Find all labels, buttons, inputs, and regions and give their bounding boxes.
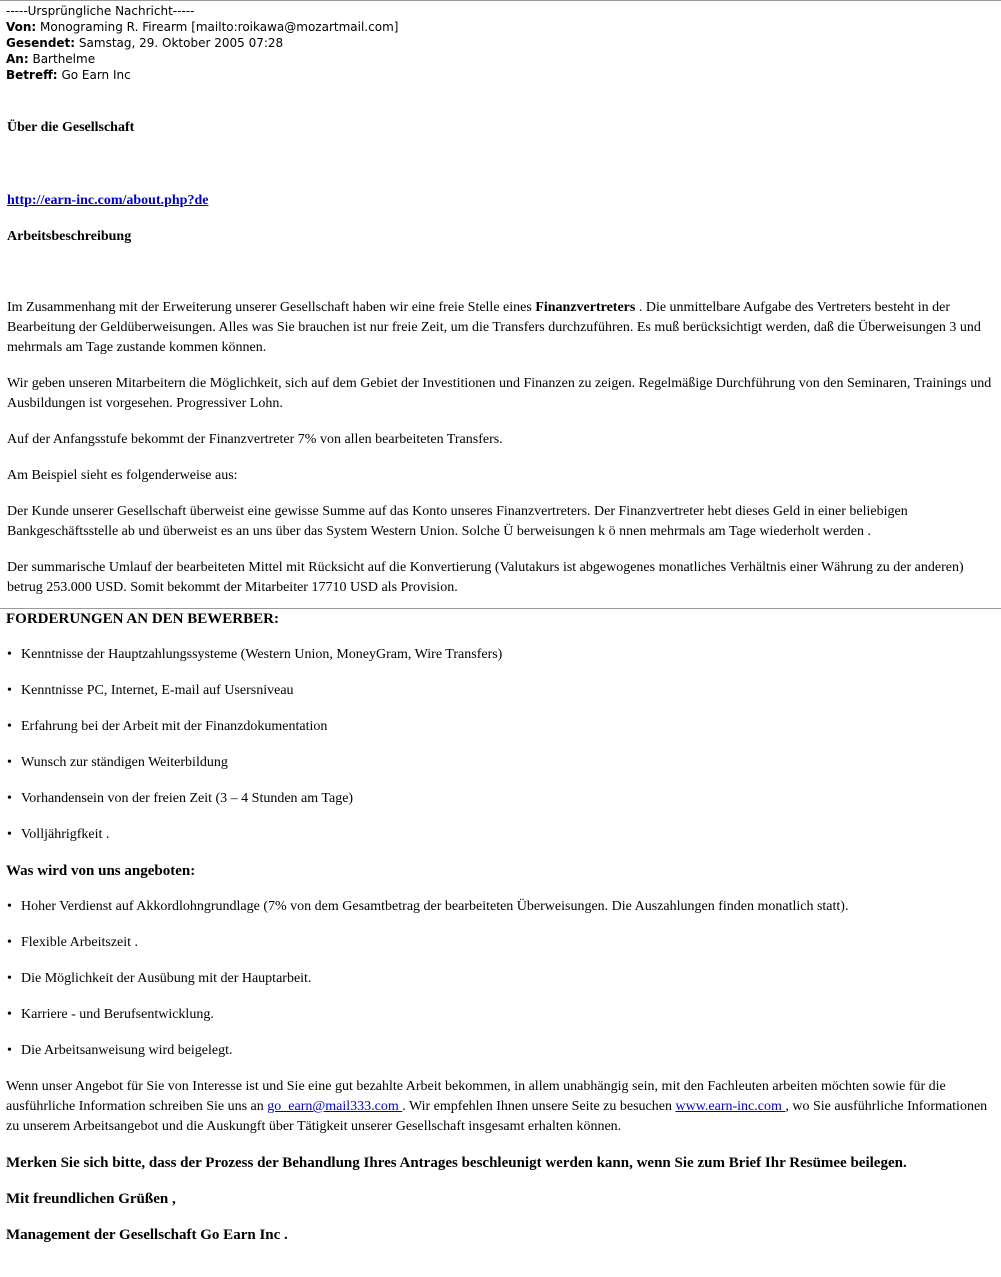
bullet-icon: • — [7, 935, 12, 950]
bullet-icon: • — [7, 683, 12, 698]
offer-text: Karriere - und Berufsentwicklung. — [21, 1007, 214, 1022]
paragraph-example: Der Kunde unserer Gesellschaft überweist eine gewisse Summe auf das Konto unseres Finanzvertreters. Der Finanzvertreter hebt dieses Geld in einer beliebigen Bankgeschäftsstelle ab und überweist es an uns über das System Western Union. Solche Ü berweisungen k ö nnen mehrmals am Tage wiederholt werden . — [7, 504, 908, 539]
requirement-item — [7, 645, 992, 665]
paragraph-text: Im Zusammenhang mit der Erweiterung unserer Gesellschaft haben wir eine freie Stelle eines — [7, 300, 536, 315]
paragraph-opportunities: Wir geben unseren Mitarbeitern die Möglichkeit, sich auf dem Gebiet der Investitionen und Finanzen zu zeigen. Regelmäßige Durchführung von den Seminaren, Trainings und Ausbildungen ist vorgesehen. Progressiver Lohn. — [7, 376, 992, 411]
requirement-item — [7, 753, 992, 773]
bullet-icon: • — [7, 719, 12, 734]
to-value: Barthelme — [32, 52, 96, 66]
bullet-icon: • — [7, 791, 12, 806]
resume-note: Merken Sie sich bitte, dass der Prozess der Behandlung Ihres Antrages beschleunigt werden kann, wenn Sie zum Brief Ihr Resümee beilegen. — [6, 1155, 907, 1171]
bullet-icon: • — [7, 971, 12, 986]
requirement-item — [7, 825, 992, 845]
header-top-divider — [0, 0, 1001, 1]
offer-text: Flexible Arbeitszeit . — [21, 935, 139, 950]
position-title: Finanzvertreters — [535, 300, 636, 315]
offer-item — [7, 933, 992, 953]
to-line — [6, 51, 398, 67]
paragraph-text: . Wir empfehlen Ihnen unsere Seite zu besuchen — [402, 1099, 676, 1114]
requirement-text: Erfahrung bei der Arbeit mit der Finanzdokumentation — [21, 719, 328, 734]
paragraph-text: , wo Sie ausführliche Informationen zu unserem Arbeitsangebot und die Auskungft über Tätigkeit unserer Gesellschaft insgesamt erhalten können. — [6, 1099, 988, 1134]
requirement-text: Kenntnisse PC, Internet, E-mail auf Usersniveau — [21, 683, 294, 698]
original-message-separator: -----Ursprüngliche Nachricht----- — [6, 4, 195, 18]
offer-item — [7, 897, 992, 917]
paragraph-text: . Die unmittelbare Aufgabe des Vertreters besteht in der Bearbeitung der Geldüberweisungen. Alles was Sie brauchen ist nur freie Zeit, um die Transfers durchzuführen. Es muß berücksichtigt werden, daß die Überweisungen 3 und mehrmals am Tage zustande kommen können. — [7, 300, 981, 355]
subject-value: Go Earn Inc — [61, 68, 131, 82]
sent-label: Gesendet: — [6, 36, 76, 50]
offer-item — [7, 1005, 992, 1025]
sent-value: Samstag, 29. Oktober 2005 07:28 — [78, 36, 284, 50]
bullet-icon: • — [7, 755, 12, 770]
from-value: Monograming R. Firearm [mailto:roikawa@mozartmail.com] — [40, 20, 399, 34]
website-link[interactable]: www.earn-inc.com — [675, 1099, 786, 1114]
to-label: An: — [6, 52, 29, 66]
about-link[interactable]: http://earn-inc.com/about.php?de — [7, 193, 209, 208]
offer-text: Die Arbeitsanweisung wird beigelegt. — [21, 1043, 233, 1058]
bullet-icon: • — [7, 647, 12, 662]
signature: Management der Gesellschaft Go Earn Inc . — [6, 1227, 288, 1243]
paragraph-turnover: Der summarische Umlauf der bearbeiteten Mittel mit Rücksicht auf die Konvertierung (Valutakurs ist abgewogenes monatliches Verhältnis einer Währung zu der anderen) betrug 253.000 USD. Somit bekommt der Mitarbeiter 17710 USD als Provision. — [7, 560, 964, 595]
paragraph-job-description — [7, 298, 992, 358]
bullet-icon: • — [7, 1007, 12, 1022]
offer-text: Hoher Verdienst auf Akkordlohngrundlage (7% von dem Gesamtbetrag der bearbeiteten Überweisungen. Die Auszahlungen finden monatlich statt). — [21, 899, 849, 914]
requirement-item — [7, 717, 992, 737]
requirement-item — [7, 789, 992, 809]
about-link-line — [7, 191, 992, 211]
bullet-icon: • — [7, 827, 12, 842]
requirement-text: Volljährigfkeit . — [21, 827, 110, 842]
from-label: Von: — [6, 20, 37, 34]
sent-line — [6, 35, 398, 51]
offer-text: Die Möglichkeit der Ausübung mit der Hauptarbeit. — [21, 971, 312, 986]
job-heading: Arbeitsbeschreibung — [7, 229, 132, 244]
requirement-text: Vorhandensein von der freien Zeit (3 – 4 Stunden am Tage) — [21, 791, 354, 806]
about-heading: Über die Gesellschaft — [7, 120, 135, 135]
bullet-icon: • — [7, 1043, 12, 1058]
paragraph-text: Wenn unser Angebot für Sie von Interesse ist und Sie eine gut bezahlte Arbeit bekommen, in allem unabhängig sein, mit den Fachleuten arbeiten möchten sowie für die ausführliche Information schreiben Sie uns an — [6, 1079, 946, 1114]
from-line — [6, 19, 398, 35]
requirement-item — [7, 681, 992, 701]
contact-email-link[interactable]: go_earn@mail333.com — [267, 1099, 403, 1114]
bullet-icon: • — [7, 899, 12, 914]
subject-label: Betreff: — [6, 68, 58, 82]
subject-line — [6, 67, 398, 83]
offer-heading: Was wird von uns angeboten: — [6, 863, 196, 879]
paragraph-example-intro: Am Beispiel sieht es folgenderweise aus: — [7, 468, 238, 483]
offer-item — [7, 969, 992, 989]
requirement-text: Kenntnisse der Hauptzahlungssysteme (Western Union, MoneyGram, Wire Transfers) — [21, 647, 503, 662]
requirement-text: Wunsch zur ständigen Weiterbildung — [21, 755, 228, 770]
paragraph-commission: Auf der Anfangsstufe bekommt der Finanzvertreter 7% von allen bearbeiteten Transfers. — [7, 432, 503, 447]
email-header — [6, 3, 398, 83]
paragraph-contact — [6, 1077, 991, 1137]
offer-item — [7, 1041, 992, 1061]
closing-greeting: Mit freundlichen Grüßen , — [6, 1191, 176, 1207]
requirements-heading: FORDERUNGEN AN DEN BEWERBER: — [6, 611, 279, 627]
